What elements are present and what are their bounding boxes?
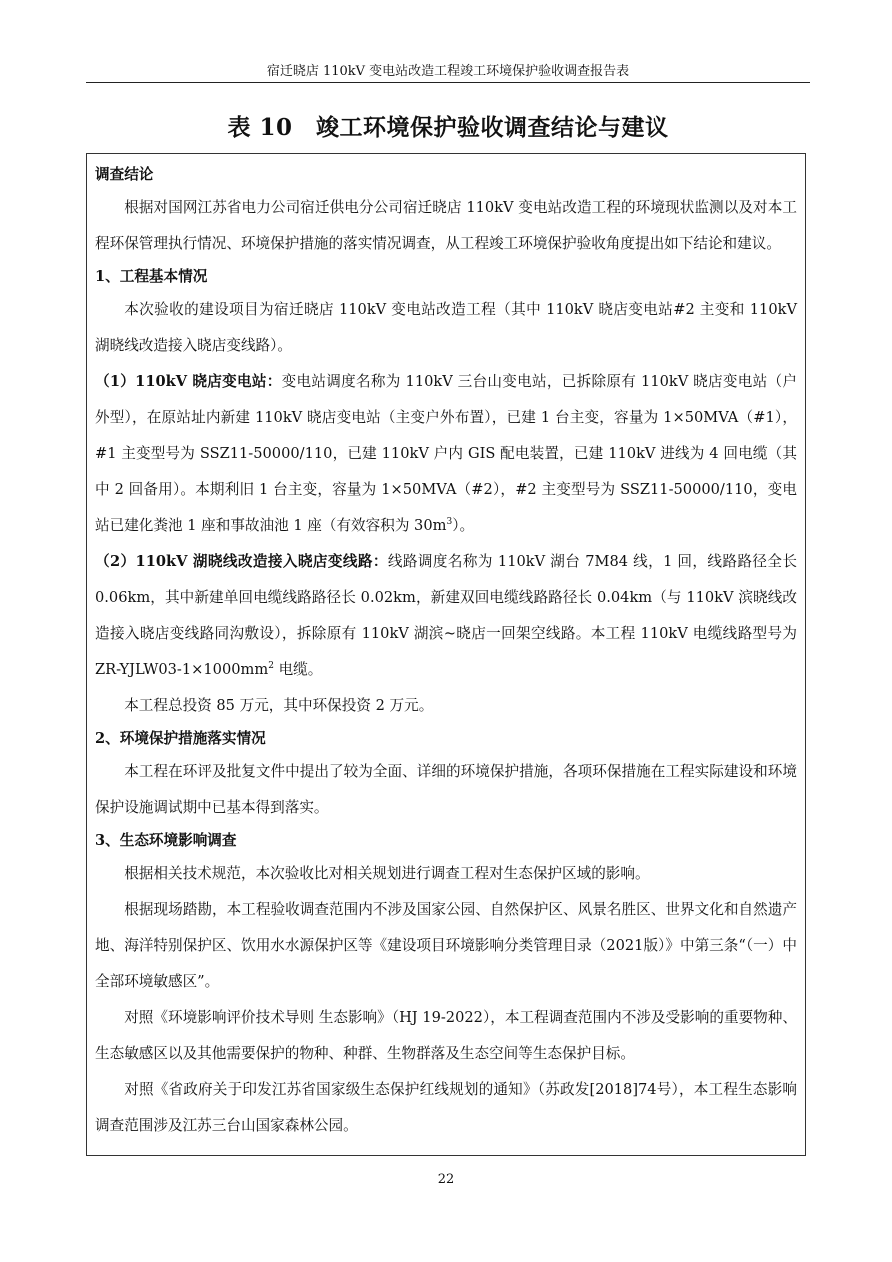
page-title: 表 10 竣工环境保护验收调查结论与建议 bbox=[227, 114, 669, 141]
eco-paragraph-3: 对照《环境影响评价技术导则 生态影响》（HJ 19-2022），本工程调查范围内不涉及受影响的重要物种、生态敏感区以及其他需要保护的物种、种群、生物群落及生态空间等生态保护目标。 bbox=[95, 1009, 797, 1062]
cubic-superscript: 3 bbox=[446, 517, 453, 528]
eco-paragraph-1: 根据相关技术规范，本次验收比对相关规划进行调查工程对生态保护区域的影响。 bbox=[124, 865, 650, 882]
investment-paragraph: 本工程总投资 85 万元，其中环保投资 2 万元。 bbox=[124, 697, 434, 714]
conclusion-table-cell bbox=[86, 153, 806, 1156]
section-heading-1: 1、工程基本情况 bbox=[95, 268, 208, 285]
project-scope-paragraph: 本次验收的建设项目为宿迁晓店 110kV 变电站改造工程（其中 110kV 晓店变电站#2 主变和 110kV 湖晓线改造接入晓店变线路）。 bbox=[95, 301, 797, 354]
page-number: 22 bbox=[437, 1172, 455, 1187]
line-item-text: 线路调度名称为 110kV 湖台 7M84 线，1 回，线路路径全长 0.06km，其中新建单回电缆线路路径长 0.02km，新建双回电缆线路路径长 0.04km（与 110kV 滨晓线改造接入晓店变线路同沟敷设），拆除原有 110kV 湖滨~晓店一回架空线路。本工程 110kV 电缆线路型号为 ZR-YJLW03-1×1000mm bbox=[95, 553, 797, 678]
intro-paragraph: 根据对国网江苏省电力公司宿迁供电分公司宿迁晓店 110kV 变电站改造工程的环境现状监测以及对本工程环保管理执行情况、环境保护措施的落实情况调查，从工程竣工环境保护验收角度提出如下结论和建议。 bbox=[95, 199, 797, 252]
line-item bbox=[95, 544, 797, 688]
section-label: 调查结论 bbox=[95, 166, 154, 183]
header-rule bbox=[86, 82, 810, 83]
square-superscript: 2 bbox=[268, 661, 274, 672]
substation-item-label: （1）110kV 晓店变电站： bbox=[95, 373, 282, 390]
line-item-label: （2）110kV 湖晓线改造接入晓店变线路： bbox=[95, 553, 388, 570]
substation-item-text: 变电站调度名称为 110kV 三台山变电站，已拆除原有 110kV 晓店变电站（户外型），在原站址内新建 110kV 晓店变电站（主变户外布置），已建 1 台主变，容量为 1×50MVA（#1），#1 主变型号为 SSZ11-50000/110，已建 110kV 户内 GIS 配电装置，已建 110kV 进线为 4 回电缆（其中 2 回备用）。本期利旧 1 台主变，容量为 1×50MVA（#2），#2 主变型号为 SSZ11-50000/110，变电站已建化粪池 1 座和事故油池 1 座（有效容积为 30m bbox=[95, 373, 797, 534]
substation-item-text-end: ）。 bbox=[452, 517, 475, 534]
eco-paragraph-4: 对照《省政府关于印发江苏省国家级生态保护红线规划的通知》（苏政发[2018]74号），本工程生态影响调查范围涉及江苏三台山国家森林公园。 bbox=[95, 1081, 797, 1134]
section-heading-2: 2、环境保护措施落实情况 bbox=[95, 730, 266, 747]
section-heading-3: 3、生态环境影响调查 bbox=[95, 832, 237, 849]
measures-paragraph: 本工程在环评及批复文件中提出了较为全面、详细的环境保护措施，各项环保措施在工程实际建设和环境保护设施调试期中已基本得到落实。 bbox=[95, 763, 797, 816]
running-header: 宿迁晓店 110kV 变电站改造工程竣工环境保护验收调查报告表 bbox=[266, 64, 630, 79]
eco-paragraph-2: 根据现场踏勘，本工程验收调查范围内不涉及国家公园、自然保护区、风景名胜区、世界文化和自然遗产地、海洋特别保护区、饮用水水源保护区等《建设项目环境影响分类管理目录（2021版）》中第三条“（一）中全部环境敏感区”。 bbox=[95, 901, 797, 990]
substation-item bbox=[95, 364, 797, 544]
line-item-text-end: 电缆。 bbox=[273, 661, 323, 678]
